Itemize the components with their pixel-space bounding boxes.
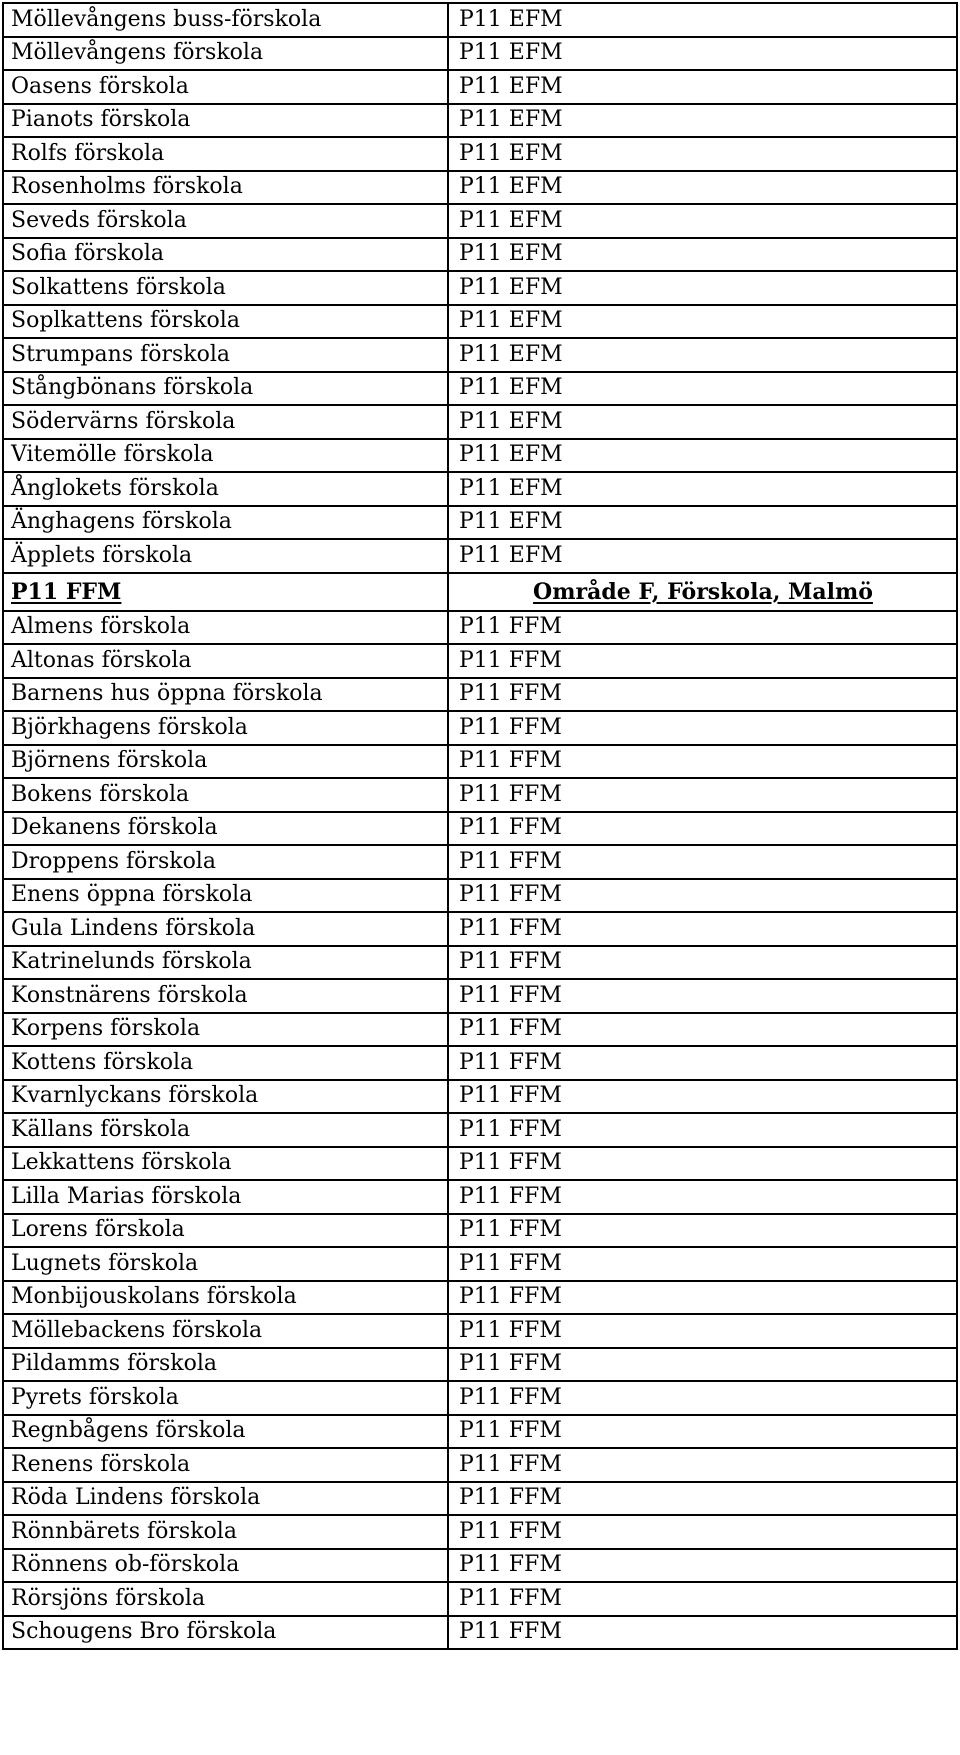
table-row [3,1113,957,1147]
school-name: Södervärns förskola [3,405,448,439]
table-row [3,104,957,138]
school-name: Rolfs förskola [3,137,448,171]
table-row [3,37,957,71]
table-row [3,238,957,272]
table-row [3,204,957,238]
area-code: P11 EFM [448,104,957,138]
area-code: P11 FFM [448,946,957,980]
table-row [3,271,957,305]
school-name: Möllebackens förskola [3,1314,448,1348]
table-row [3,1046,957,1080]
area-code: P11 EFM [448,70,957,104]
school-name: Stångbönans förskola [3,372,448,406]
school-name: Pildamms förskola [3,1348,448,1382]
area-code: P11 EFM [448,539,957,573]
area-code: P11 EFM [448,171,957,205]
table-row [3,1582,957,1616]
school-name: Kottens förskola [3,1046,448,1080]
school-name: Kvarnlyckans förskola [3,1080,448,1114]
table-row [3,979,957,1013]
table-row [3,338,957,372]
school-name: Seveds förskola [3,204,448,238]
table-row [3,171,957,205]
area-code: P11 FFM [448,979,957,1013]
area-code: P11 FFM [448,1515,957,1549]
area-code: P11 EFM [448,338,957,372]
area-code: P11 EFM [448,405,957,439]
area-code: P11 EFM [448,137,957,171]
table-row [3,778,957,812]
school-name: Enens öppna förskola [3,879,448,913]
section-code-cell [3,573,448,611]
school-name: Rörsjöns förskola [3,1582,448,1616]
area-code: P11 FFM [448,1415,957,1449]
area-code: P11 FFM [448,1616,957,1650]
table-row [3,812,957,846]
school-name: Rosenholms förskola [3,171,448,205]
school-name: Röda Lindens förskola [3,1482,448,1516]
school-name: Oasens förskola [3,70,448,104]
ffm-section-header [3,573,957,611]
area-code: P11 EFM [448,372,957,406]
table-row [3,405,957,439]
area-code: P11 EFM [448,3,957,37]
school-name: Ånglokets förskola [3,472,448,506]
table-row [3,137,957,171]
table-row [3,611,957,645]
school-name: Lekkattens förskola [3,1147,448,1181]
table-row [3,305,957,339]
table-row [3,644,957,678]
area-code: P11 EFM [448,506,957,540]
school-name: Barnens hus öppna förskola [3,678,448,712]
area-code: P11 FFM [448,644,957,678]
school-name: Äpplets förskola [3,539,448,573]
preschool-table [2,2,958,1650]
area-code: P11 FFM [448,1046,957,1080]
section-area-cell [448,573,957,611]
area-code: P11 FFM [448,1381,957,1415]
school-name: Korpens förskola [3,1013,448,1047]
table-row [3,372,957,406]
table-row [3,1415,957,1449]
area-code: P11 FFM [448,1582,957,1616]
area-code: P11 FFM [448,1214,957,1248]
area-code: P11 EFM [448,238,957,272]
area-code: P11 FFM [448,845,957,879]
school-name: Sofia förskola [3,238,448,272]
area-code: P11 FFM [448,879,957,913]
area-code: P11 FFM [448,678,957,712]
school-name: Rönnbärets förskola [3,1515,448,1549]
area-code: P11 EFM [448,472,957,506]
school-name: Renens förskola [3,1448,448,1482]
school-name: Soplkattens förskola [3,305,448,339]
school-name: Strumpans förskola [3,338,448,372]
area-code: P11 FFM [448,912,957,946]
school-name: Gula Lindens förskola [3,912,448,946]
efm-group [3,3,957,573]
school-name: Monbijouskolans förskola [3,1281,448,1315]
school-name: Änghagens förskola [3,506,448,540]
table-row [3,711,957,745]
school-name: Lorens förskola [3,1214,448,1248]
area-code: P11 FFM [448,745,957,779]
area-code: P11 FFM [448,778,957,812]
school-name: Regnbågens förskola [3,1415,448,1449]
school-name: Pyrets förskola [3,1381,448,1415]
table-row [3,912,957,946]
table-row [3,1281,957,1315]
school-name: Droppens förskola [3,845,448,879]
school-name: Konstnärens förskola [3,979,448,1013]
area-code: P11 EFM [448,204,957,238]
area-code: P11 FFM [448,1113,957,1147]
area-code: P11 FFM [448,1448,957,1482]
area-code: P11 FFM [448,812,957,846]
area-code: P11 FFM [448,1080,957,1114]
table-row [3,1247,957,1281]
school-name: Altonas förskola [3,644,448,678]
area-code: P11 EFM [448,305,957,339]
table-row [3,506,957,540]
table-row [3,472,957,506]
school-name: Pianots förskola [3,104,448,138]
school-name: Almens förskola [3,611,448,645]
school-name: Björnens förskola [3,745,448,779]
table-row [3,3,957,37]
school-name: Schougens Bro förskola [3,1616,448,1650]
ffm-group [3,611,957,1650]
area-code: P11 FFM [448,611,957,645]
area-code: P11 FFM [448,1281,957,1315]
school-name: Rönnens ob-förskola [3,1549,448,1583]
table-row [3,1314,957,1348]
section-area: Område F, Förskola, Malmö [533,578,873,605]
area-code: P11 EFM [448,439,957,473]
area-code: P11 FFM [448,1482,957,1516]
school-name: Katrinelunds förskola [3,946,448,980]
table-row [3,845,957,879]
table-row [3,678,957,712]
area-code: P11 FFM [448,1180,957,1214]
table-row [3,70,957,104]
area-code: P11 FFM [448,1147,957,1181]
school-name: Möllevångens buss-förskola [3,3,448,37]
table-row [3,1515,957,1549]
table-row [3,1080,957,1114]
area-code: P11 FFM [448,1013,957,1047]
area-code: P11 EFM [448,271,957,305]
table-row [3,1348,957,1382]
table-row [3,1180,957,1214]
school-name: Bokens förskola [3,778,448,812]
table-row [3,1549,957,1583]
school-name: Lugnets förskola [3,1247,448,1281]
school-name: Vitemölle förskola [3,439,448,473]
table-row [3,946,957,980]
school-name: Björkhagens förskola [3,711,448,745]
table-row [3,1616,957,1650]
area-code: P11 EFM [448,37,957,71]
table-row [3,1214,957,1248]
school-name: Källans förskola [3,1113,448,1147]
table-row [3,439,957,473]
school-name: Dekanens förskola [3,812,448,846]
area-code: P11 FFM [448,1314,957,1348]
area-code: P11 FFM [448,1247,957,1281]
school-name: Möllevångens förskola [3,37,448,71]
table-row [3,1381,957,1415]
table-row [3,1448,957,1482]
section-header-row [3,573,957,611]
table-row [3,879,957,913]
table-row [3,745,957,779]
table-row [3,1482,957,1516]
area-code: P11 FFM [448,1549,957,1583]
school-name: Solkattens förskola [3,271,448,305]
area-code: P11 FFM [448,711,957,745]
table-row [3,1013,957,1047]
table-row [3,1147,957,1181]
table-row [3,539,957,573]
section-code: P11 FFM [11,578,122,605]
area-code: P11 FFM [448,1348,957,1382]
school-name: Lilla Marias förskola [3,1180,448,1214]
